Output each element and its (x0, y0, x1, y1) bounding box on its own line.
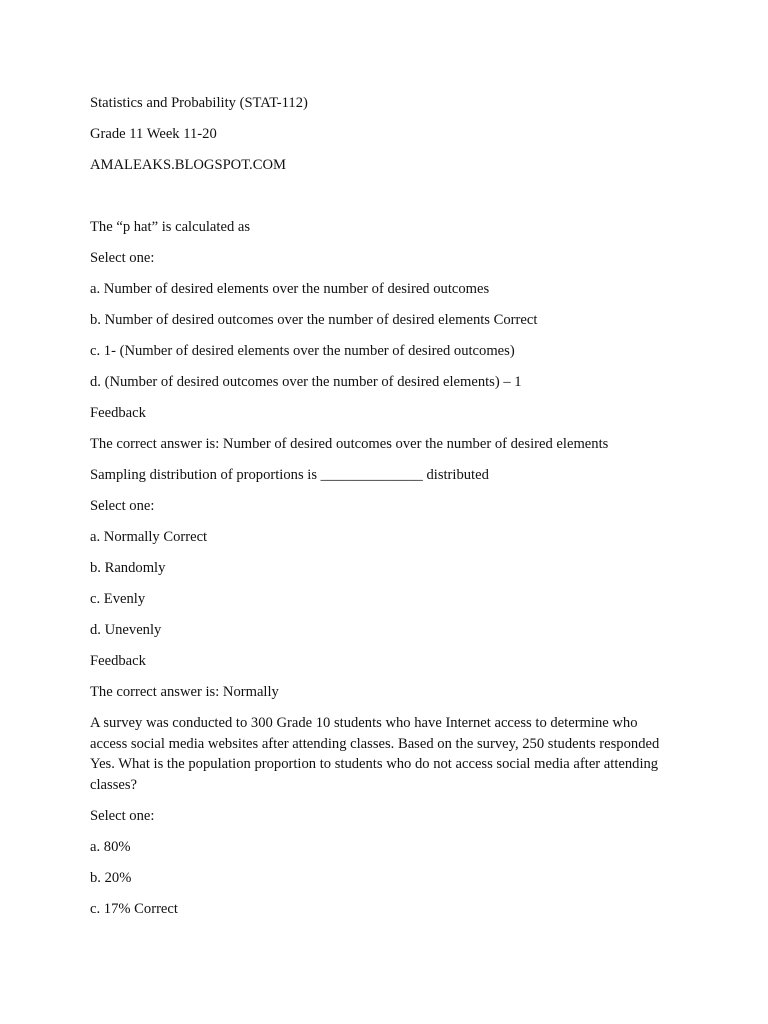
question-3-prompt: A survey was conducted to 300 Grade 10 students who have Internet access to determine who access social media websites after attending classes. Based on the survey, 250 students responded Yes. What is the population proportion to students who do not access social media after attending classes? (90, 715, 660, 793)
site-name: AMALEAKS.BLOGSPOT.COM (90, 157, 286, 173)
question-1-option-a: a. Number of desired elements over the number of desired outcomes (90, 281, 490, 297)
question-2-prompt: Sampling distribution of proportions is ______________ distributed (90, 467, 489, 483)
grade-week: Grade 11 Week 11-20 (90, 126, 217, 142)
question-3-option-b: b. 20% (90, 870, 132, 886)
question-2-select-label: Select one: (90, 498, 155, 514)
question-1-answer: The correct answer is: Number of desired outcomes over the number of desired elements (90, 436, 609, 452)
document-page (90, 93, 670, 930)
question-1-option-c: c. 1- (Number of desired elements over the number of desired outcomes) (90, 343, 515, 359)
question-2-option-b: b. Randomly (90, 560, 166, 576)
question-2-option-c: c. Evenly (90, 591, 146, 607)
question-1-option-d: d. (Number of desired outcomes over the number of desired elements) – 1 (90, 374, 522, 390)
spacer (90, 186, 670, 206)
question-2-option-d: d. Unevenly (90, 622, 162, 638)
question-3-option-c: c. 17% Correct (90, 901, 178, 917)
course-title: Statistics and Probability (STAT-112) (90, 95, 308, 111)
question-2-option-a: a. Normally Correct (90, 529, 208, 545)
question-2-feedback-label: Feedback (90, 653, 146, 669)
question-1-feedback-label: Feedback (90, 405, 146, 421)
question-1-option-b: b. Number of desired outcomes over the number of desired elements Correct (90, 312, 538, 328)
question-1-select-label: Select one: (90, 250, 155, 266)
question-3-option-a: a. 80% (90, 839, 131, 855)
question-3-select-label: Select one: (90, 808, 155, 824)
question-2-answer: The correct answer is: Normally (90, 684, 279, 700)
question-1-prompt: The “p hat” is calculated as (90, 219, 251, 235)
